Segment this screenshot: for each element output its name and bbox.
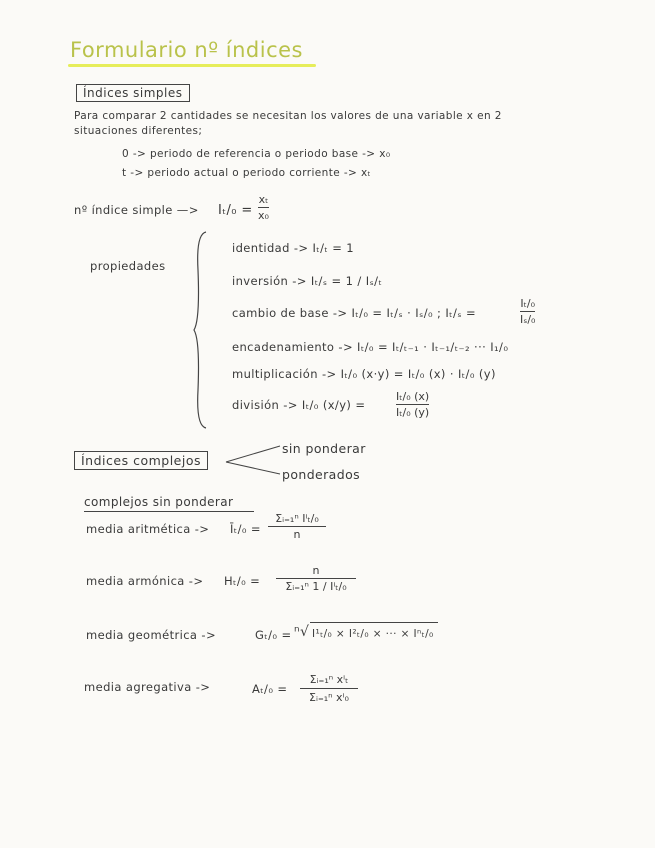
property-base-change: cambio de base -> Iₜ/₀ = Iₜ/ₛ · Iₛ/₀ ; Iₜ/ₛ = [232,306,477,320]
simple-index-label: nº índice simple —> [74,203,199,217]
arithmetic-mean-label: media aritmética -> [86,522,210,536]
properties-brace [192,230,208,430]
properties-label: propiedades [90,259,166,273]
simple-index-fraction [258,193,269,222]
complex-indices-box: Índices complejos [74,451,208,470]
geometric-root-sign: ⁿ√ [294,624,310,640]
harmonic-mean-numerator: n [312,564,320,577]
property-multiplication: multiplicación -> Iₜ/₀ (x·y) = Iₜ/₀ (x) · Iₜ/₀ (y) [232,367,496,381]
simple-index-numerator: xₜ [258,193,269,206]
branch-arrows [224,440,284,482]
geometric-mean-label: media geométrica -> [86,628,217,642]
arithmetic-mean-lhs: Īₜ/₀ = [230,522,261,536]
aggregate-mean-label: media agregativa -> [84,680,211,694]
property-inversion: inversión -> Iₜ/ₛ = 1 / Iₛ/ₜ [232,274,383,288]
simple-index-denominator: x₀ [258,209,269,222]
division-fraction [396,390,429,419]
base-change-denominator: Iₛ/₀ [520,313,536,326]
arithmetic-mean-numerator: Σᵢ₌₁ⁿ Iⁱₜ/₀ [275,512,319,525]
page-title: Formulario nº índices [70,38,303,62]
geometric-root-bar [310,622,438,623]
aggregate-mean-denominator: Σᵢ₌₁ⁿ xⁱ₀ [309,691,349,704]
title-highlight-underline [68,64,316,67]
harmonic-mean-lhs: Hₜ/₀ = [224,574,261,588]
property-identity: identidad -> Iₜ/ₜ = 1 [232,241,355,255]
arithmetic-mean-fraction [268,512,326,541]
aggregate-mean-lhs: Aₜ/₀ = [252,682,288,696]
geometric-mean-radicand: I¹ₜ/₀ × I²ₜ/₀ × ··· × Iⁿₜ/₀ [312,628,434,640]
property-division: división -> Iₜ/₀ (x/y) = [232,398,366,412]
base-change-fraction [520,297,535,326]
unweighted-section-title: complejos sin ponderar [84,495,234,509]
current-period-definition: t -> periodo actual o periodo corriente -> xₜ [122,167,372,179]
geometric-mean-lhs: Gₜ/₀ = [255,628,292,642]
simple-index-lhs: Iₜ/₀ = [218,203,253,218]
division-numerator: Iₜ/₀ (x) [396,390,430,403]
base-change-numerator: Iₜ/₀ [520,297,536,310]
intro-line-2: situaciones diferentes; [74,125,203,137]
harmonic-mean-fraction [276,564,356,593]
property-chaining: encadenamiento -> Iₜ/₀ = Iₜ/ₜ₋₁ · Iₜ₋₁/ₜ₋₂ ··· I₁/₀ [232,340,509,354]
intro-line-1: Para comparar 2 cantidades se necesitan los valores de una variable x en 2 [74,110,502,122]
base-period-definition: 0 -> periodo de referencia o periodo base -> x₀ [122,148,391,160]
section-title-underline [84,511,254,512]
branch-weighted: ponderados [282,467,361,482]
arithmetic-mean-denominator: n [293,528,301,541]
harmonic-mean-label: media armónica -> [86,574,204,588]
aggregate-mean-fraction [300,672,358,705]
branch-unweighted: sin ponderar [282,441,366,456]
aggregate-mean-numerator: Σᵢ₌₁ⁿ xⁱₜ [309,673,349,686]
harmonic-mean-denominator: Σᵢ₌₁ⁿ 1 / Iⁱₜ/₀ [285,580,347,593]
division-denominator: Iₜ/₀ (y) [396,406,430,419]
simple-indices-box: Índices simples [76,84,190,102]
